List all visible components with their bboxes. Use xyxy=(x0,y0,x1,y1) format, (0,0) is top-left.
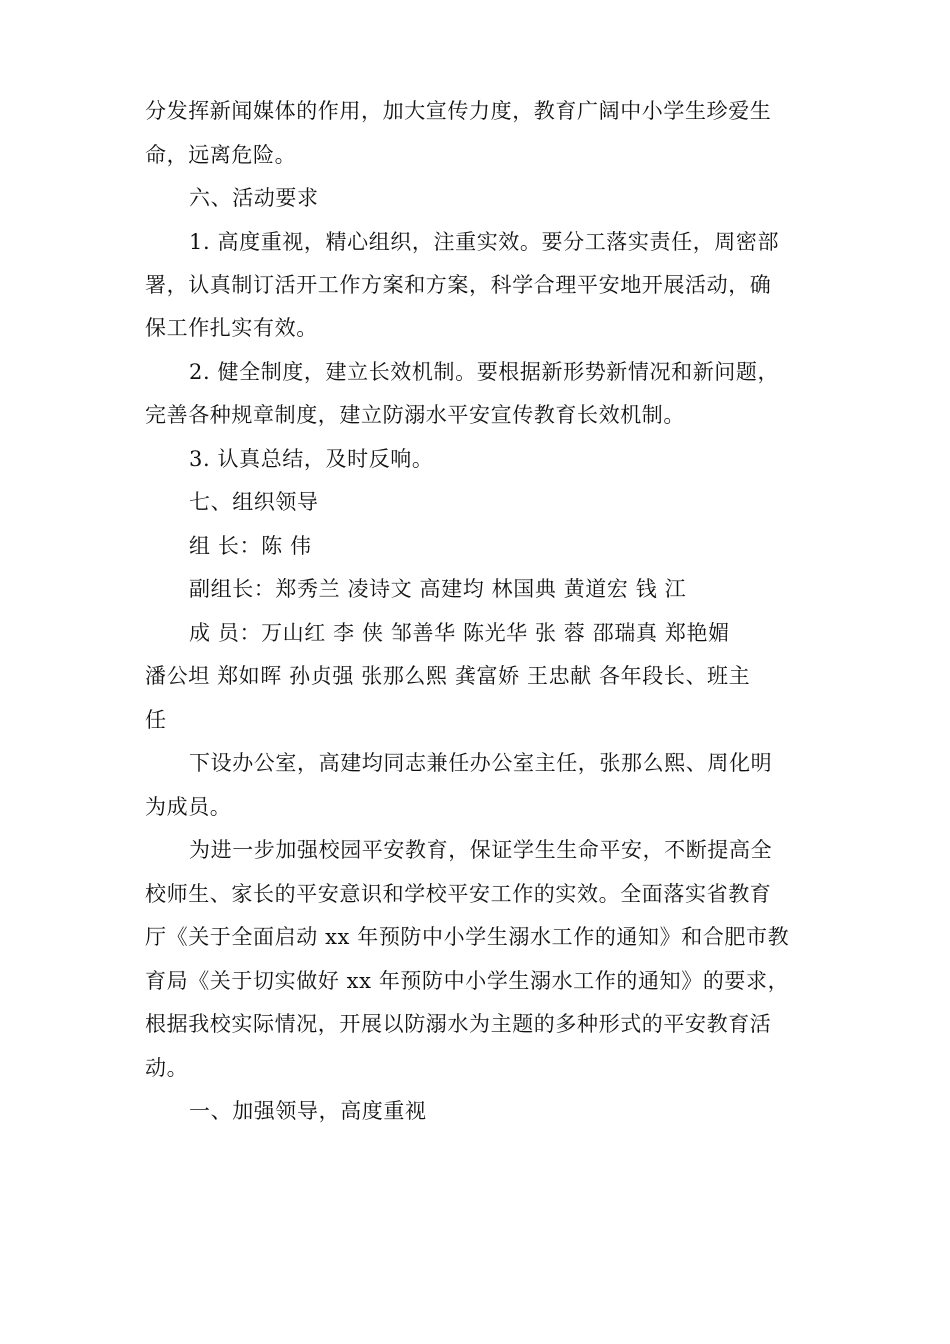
text-line: 1. 高度重视，精心组织，注重实效。要分工落实责任，周密部 xyxy=(189,230,780,254)
text-line: 成 员：万山红 李 侠 邹善华 陈光华 张 蓉 邵瑞真 郑艳媚 xyxy=(189,621,730,645)
text-line: 3. 认真总结，及时反响。 xyxy=(189,447,434,471)
text-line: 2. 健全制度，建立长效机制。要根据新形势新情况和新问题， xyxy=(189,360,780,384)
text-line: 下设办公室，高建均同志兼任办公室主任，张那么熙、周化明 xyxy=(189,751,773,775)
text-line: 组 长：陈 伟 xyxy=(189,534,312,558)
text-line: 保工作扎实有效。 xyxy=(145,316,318,340)
text-line: 命，远离危险。 xyxy=(145,143,297,167)
text-line: 校师生、家长的平安意识和学校平安工作的实效。全面落实省教育 xyxy=(145,882,772,906)
text-line: 潘公坦 郑如晖 孙贞强 张那么熙 龚富娇 王忠献 各年段长、班主 xyxy=(145,664,751,688)
text-line: 为成员。 xyxy=(145,795,232,819)
text-line: 副组长：郑秀兰 凌诗文 高建均 林国典 黄道宏 钱 江 xyxy=(189,577,687,601)
section-heading: 六、活动要求 xyxy=(189,186,319,210)
section-heading: 一、加强领导，高度重视 xyxy=(189,1099,427,1123)
text-line: 分发挥新闻媒体的作用，加大宣传力度，教育广阔中小学生珍爱生 xyxy=(145,99,772,123)
text-line: 根据我校实际情况，开展以防溺水为主题的多种形式的平安教育活 xyxy=(145,1012,772,1036)
text-line: 动。 xyxy=(145,1056,189,1080)
text-line: 任 xyxy=(145,708,167,732)
text-line: 署，认真制订活开工作方案和方案，科学合理平安地开展活动，确 xyxy=(145,273,772,297)
text-line: 为进一步加强校园平安教育，保证学生生命平安，不断提高全 xyxy=(189,838,773,862)
text-line: 厅《关于全面启动 xx 年预防中小学生溺水工作的通知》和合肥市教 xyxy=(145,925,790,949)
section-heading: 七、组织领导 xyxy=(189,490,319,514)
text-line: 育局《关于切实做好 xx 年预防中小学生溺水工作的通知》的要求， xyxy=(145,969,790,993)
text-line: 完善各种规章制度，建立防溺水平安宣传教育长效机制。 xyxy=(145,403,685,427)
